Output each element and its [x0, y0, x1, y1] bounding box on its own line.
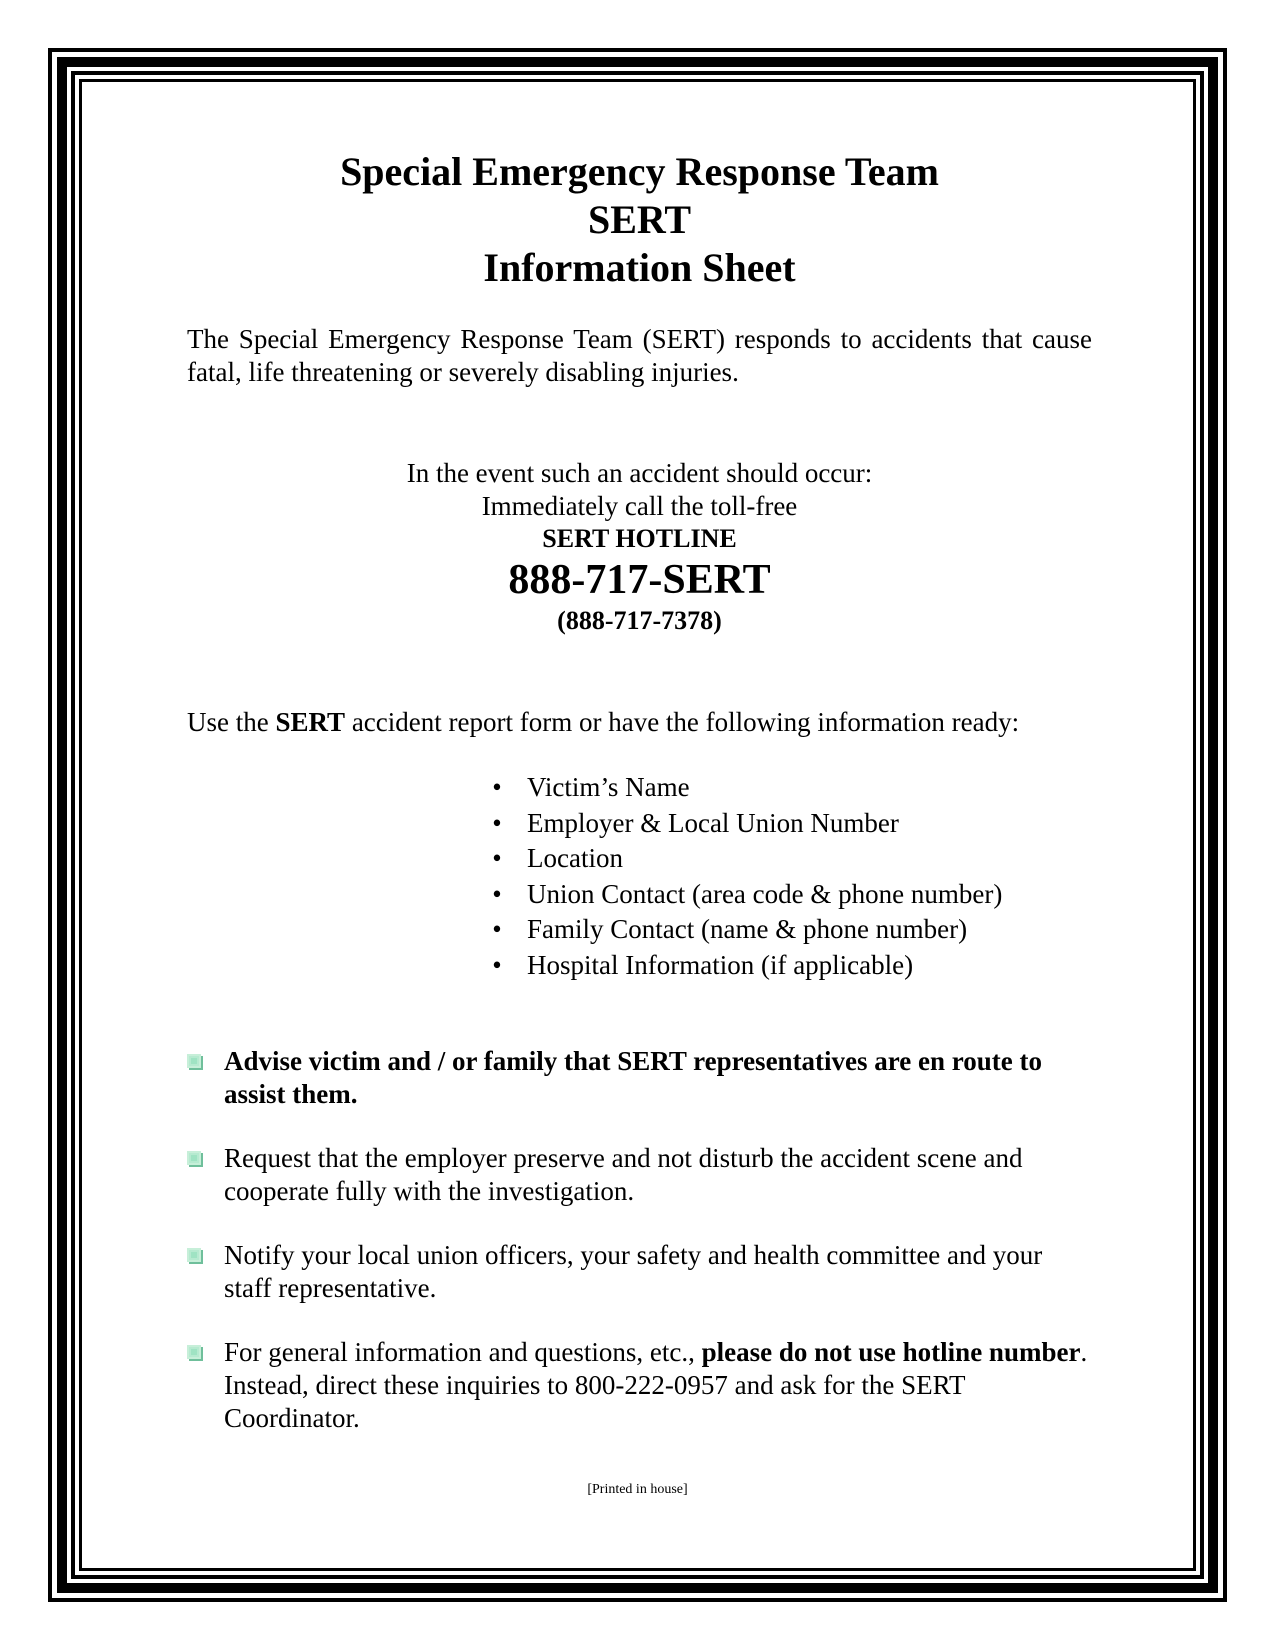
document-title [187, 148, 1092, 292]
list-item [487, 841, 1092, 877]
intro-paragraph: The Special Emergency Response Team (SERT) responds to accidents that cause fatal, life threatening or severely disabling injuries. [187, 324, 1092, 387]
use-line-suffix: accident report form or have the following information ready: [345, 707, 1020, 737]
general-info-suffix: . Instead, direct these inquiries to 800-222-0957 and ask for the SERT Coordinator. [224, 1337, 1088, 1433]
list-item-label: Employer & Local Union Number [527, 807, 899, 838]
general-info-warning: please do not use hotline number [701, 1337, 1081, 1367]
action-request [187, 1142, 1092, 1208]
bullet-icon: • [492, 878, 502, 909]
checkbox-icon [187, 1054, 201, 1068]
bullet-icon: • [492, 949, 502, 980]
use-line-prefix: Use the [187, 707, 276, 737]
title-line-3: Information Sheet [483, 245, 796, 290]
action-request-text: Request that the employer preserve and not disturb the accident scene and cooperate fully with the investigation. [224, 1143, 1023, 1206]
list-item-label: Victim’s Name [527, 772, 690, 802]
list-item-label: Union Contact (area code & phone number) [527, 878, 1003, 909]
list-item-label: Hospital Information (if applicable) [527, 949, 914, 980]
bullet-icon: • [492, 772, 502, 802]
action-notify [187, 1239, 1092, 1305]
list-item [487, 912, 1092, 948]
list-item-label: Location [527, 843, 623, 873]
bullet-icon: • [492, 843, 502, 873]
use-line-bold: SERT [275, 707, 346, 737]
list-item [487, 877, 1092, 913]
hotline-block [187, 457, 1092, 637]
call-instruction-2: Immediately call the toll-free [481, 491, 798, 521]
bullet-icon: • [492, 807, 502, 838]
document-body [187, 148, 1092, 1466]
hotline-numeric: (888-717-7378) [557, 606, 722, 635]
action-notify-text: Notify your local union officers, your safety and health committee and your staff representative. [224, 1240, 1043, 1303]
general-info-prefix: For general information and questions, etc., [224, 1337, 702, 1367]
printed-in-house-note: [Printed in house] [587, 1482, 688, 1497]
bullet-icon: • [492, 914, 502, 944]
info-checklist [187, 770, 1092, 983]
action-general-info [187, 1336, 1092, 1435]
hotline-label: SERT HOTLINE [542, 524, 737, 553]
checkbox-icon [187, 1345, 201, 1359]
title-line-2: SERT [587, 197, 692, 242]
title-line-1: Special Emergency Response Team [340, 149, 939, 194]
list-item [487, 948, 1092, 984]
list-item-label: Family Contact (name & phone number) [527, 914, 968, 944]
checkbox-icon [187, 1151, 201, 1165]
list-item [487, 806, 1092, 842]
call-instruction-1: In the event such an accident should occur: [406, 458, 873, 488]
action-list [187, 1045, 1092, 1435]
hotline-number: 888-717-SERT [508, 557, 771, 603]
checkbox-icon [187, 1248, 201, 1262]
list-item [487, 770, 1092, 806]
report-form-instruction [187, 706, 1092, 739]
action-advise [187, 1045, 1092, 1111]
action-advise-text: Advise victim and / or family that SERT representatives are en route to assist them. [224, 1046, 1043, 1109]
